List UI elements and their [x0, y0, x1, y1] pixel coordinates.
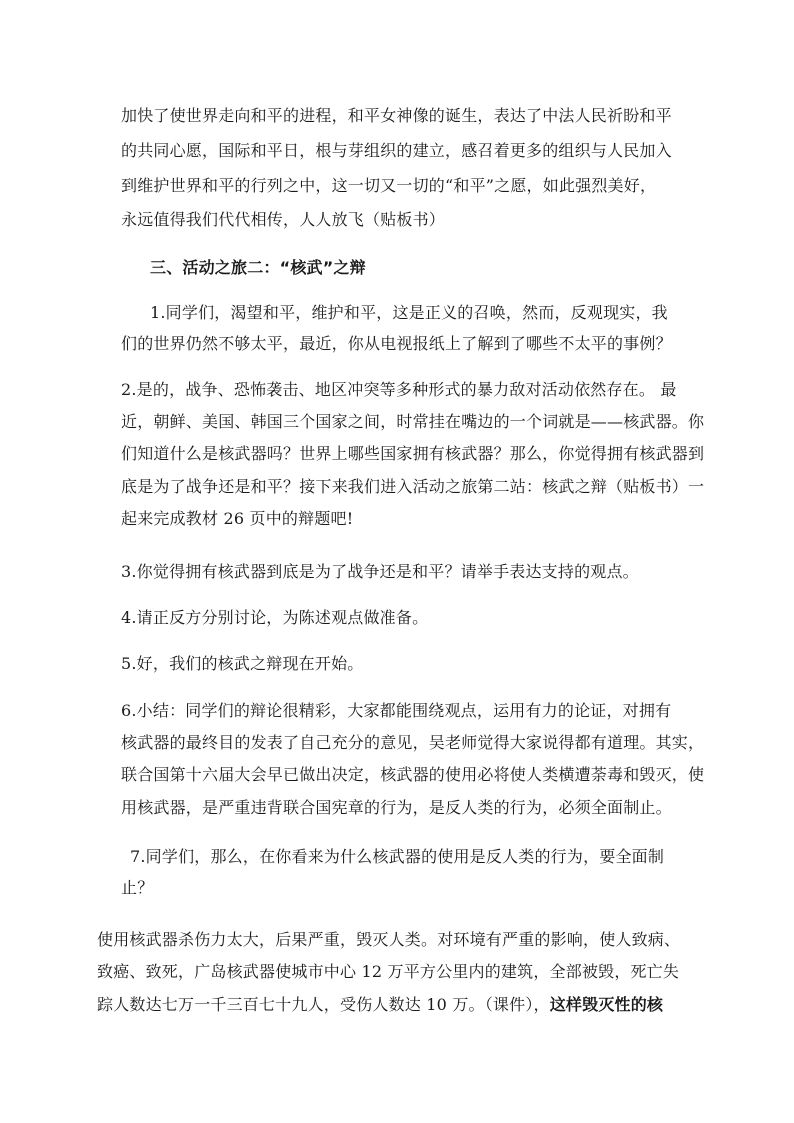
item-line: 1.同学们，渴望和平，维护和平，这是正义的召唤，然而，反观现实，我: [150, 303, 668, 322]
item-line: 底是为了战争还是和平？接下来我们进入活动之旅第二站：核武之辩（贴板书）一: [121, 477, 705, 496]
section-heading: 三、活动之旅二：“核武”之辩: [150, 258, 366, 277]
item-line: 们的世界仍然不够太平，最近，你从电视报纸上了解到了哪些不太平的事例？: [121, 334, 672, 353]
paragraph-line: 的共同心愿，国际和平日，根与芽组织的建立，感召着更多的组织与人民加入: [121, 141, 672, 160]
item-line: 核武器的最终目的发表了自己充分的意见，吴老师觉得大家说得都有道理。其实，: [121, 733, 705, 752]
paragraph-line: 使用核武器杀伤力太大，后果严重，毁灭人类。对环境有严重的影响，使人致病、: [97, 930, 681, 949]
item-line: 用核武器，是严重违背联合国宪章的行为，是反人类的行为，必须全面制止。: [121, 798, 672, 817]
item-line: 起来完成教材 26 页中的辩题吧!: [121, 509, 354, 528]
item-line: 止？: [121, 878, 154, 897]
list-item: 3.你觉得拥有核武器到底是为了战争还是和平？请举手表达支持的观点。: [121, 562, 639, 581]
emphasized-text: 这样毁灭性的核: [549, 995, 664, 1014]
paragraph-line: 加快了使世界走向和平的进程，和平女神像的诞生，表达了中法人民祈盼和平: [121, 106, 672, 125]
paragraph-line: [97, 995, 663, 1015]
item-line: 联合国第十六届大会早已做出决定，核武器的使用必将使人类横遭荼毒和毁灭，使: [121, 765, 705, 784]
paragraph-line: 致癌、致死，广岛核武器使城市中心 12 万平方公里内的建筑，全部被毁，死亡失: [97, 962, 680, 981]
paragraph-line: 到维护世界和平的行列之中，这一切又一切的“和平”之愿，如此强烈美好，: [121, 176, 657, 195]
item-line: 近，朝鲜、美国、韩国三个国家之间，时常挂在嘴边的一个词就是——核武器。你: [121, 412, 705, 431]
list-item: 5.好，我们的核武之辩现在开始。: [121, 654, 364, 673]
item-line: 2.是的，战争、恐怖袭击、地区冲突等多种形式的暴力敌对活动依然存在。 最: [121, 380, 677, 399]
paragraph-text: 踪人数达七万一千三百七十九人，受伤人数达 10 万。（课件），: [97, 995, 550, 1014]
paragraph-line: 永远值得我们代代相传，人人放飞（贴板书）: [121, 210, 446, 229]
item-line: 6.小结：同学们的辩论很精彩，大家都能围绕观点，运用有力的论证，对拥有: [121, 701, 672, 720]
item-line: 7.同学们，那么，在你看来为什么核武器的使用是反人类的行为，要全面制: [130, 847, 665, 866]
list-item: 4.请正反方分别讨论，为陈述观点做准备。: [121, 608, 429, 627]
item-line: 们知道什么是核武器吗？世界上哪些国家拥有核武器？那么，你觉得拥有核武器到: [121, 444, 705, 463]
